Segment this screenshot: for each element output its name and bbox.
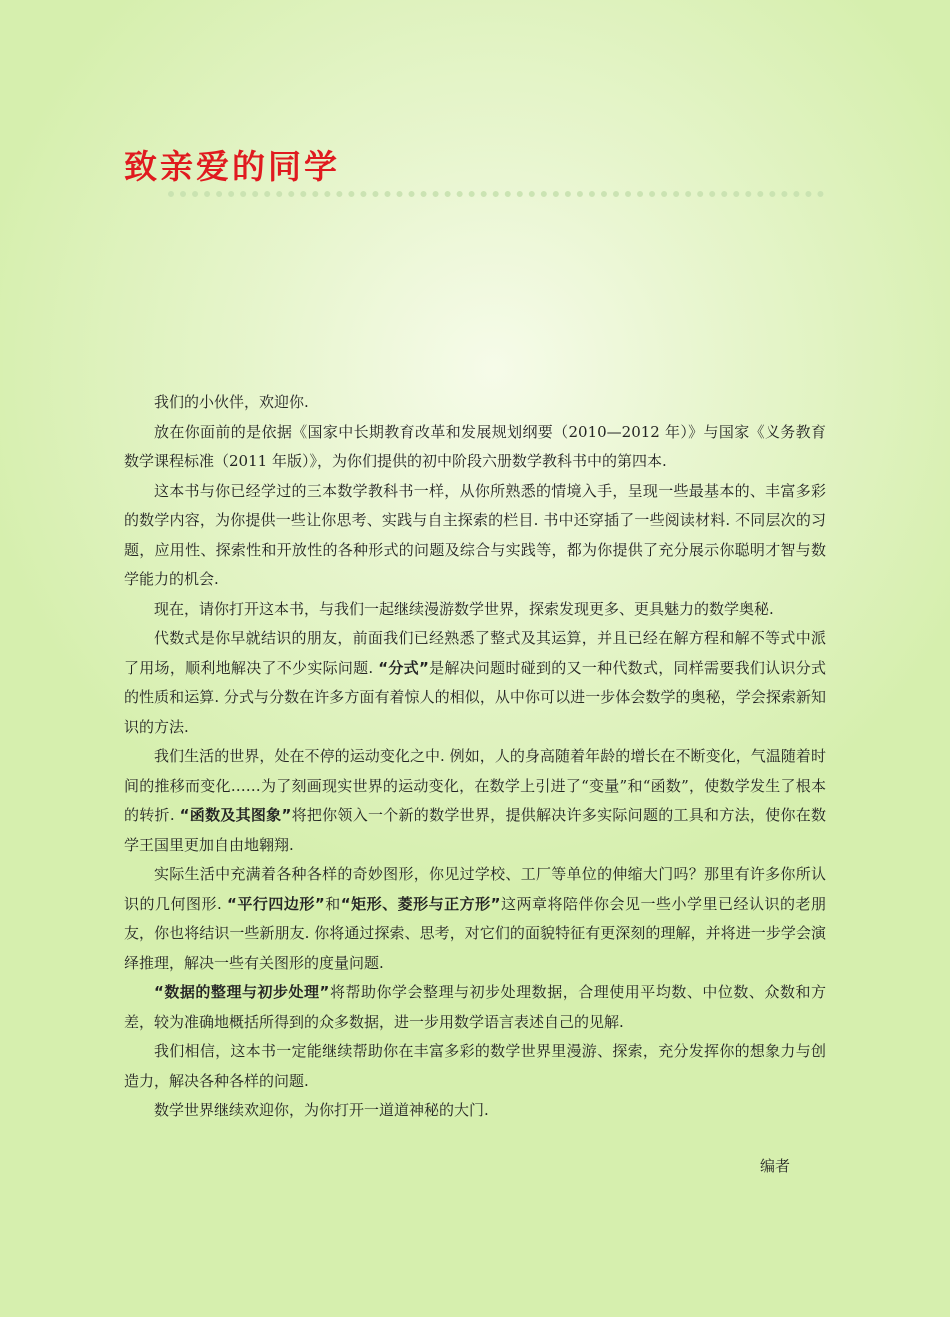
paragraph-data [124, 978, 826, 1037]
fractions-text-2: 是解决问题时碰到的又一种代数式，同样需要我们认识分式的性质和运算. 分式与分数在许多方面有着惊人的相似，从中你可以进一步体会数学的奥秘，学会探索新知识的方法. [124, 658, 826, 736]
chapter-name-parallelogram: “平行四边形” [227, 894, 325, 913]
fractions-text-1: 代数式是你早就结识的朋友，前面我们已经熟悉了整式及其运算，并且已经在解方程和解不等式中派了用场，顺利地解决了不少实际问题. [124, 629, 826, 677]
paragraph-geometry [124, 860, 826, 978]
page-title: 致亲爱的同学 [124, 147, 340, 186]
paragraph-book-overview: 这本书与你已经学过的三本数学教科书一样，从你所熟悉的情境入手，呈现一些最基本的、丰富多彩的数学内容，为你提供一些让你思考、实践与自主探索的栏目. 书中还穿插了一些阅读材料. 不同层次的习题，应用性、探索性和开放性的各种形式的问题及综合与实践等，都为你提供了充分展示你聪明才智与数学能力的机会. [124, 481, 826, 588]
chapter-name-rectangles: “矩形、菱形与正方形” [340, 894, 501, 913]
chapter-name-data: “数据的整理与初步处理” [154, 983, 330, 1001]
paragraph-closing: 数学世界继续欢迎你，为你打开一道道神秘的大门. [154, 1101, 489, 1119]
paragraph-fractions [124, 624, 826, 742]
paragraph-functions [124, 742, 826, 860]
functions-text-1: 我们生活的世界，处在不停的运动变化之中. 例如，人的身高随着年龄的增长在不断变化，气温随着时间的推移而变化……为了刻画现实世界的运动变化，在数学上引进了“变量”和“函数”，使数学发生了根本的转折. [124, 747, 826, 824]
geometry-text-3: 这两章将陪伴你会见一些小学里已经认识的老朋友，你也将结识一些新朋友. 你将通过探索、思考，对它们的面貌特征有更深刻的理解，并将进一步学会演绎推理，解决一些有关图形的度量问题. [124, 894, 826, 972]
geometry-text-1: 实际生活中充满着各种各样的奇妙图形，你见过学校、工厂等单位的伸缩大门吗？那里有许多你所认识的几何图形. [124, 865, 826, 913]
paragraph-greeting: 我们的小伙伴，欢迎你. [154, 393, 309, 411]
paragraph-intro: 放在你面前的是依据《国家中长期教育改革和发展规划纲要（2010—2012 年）》与国家《义务教育数学课程标准（2011 年版）》，为你们提供的初中阶段六册数学教科书中的第四本. [124, 422, 826, 470]
chapter-name-fractions: “分式” [378, 658, 429, 677]
chapter-name-functions: “函数及其图象” [179, 806, 292, 824]
geometry-text-2: 和 [324, 894, 341, 913]
functions-text-2: 将把你领入一个新的数学世界，提供解决许多实际问题的工具和方法，使你在数学王国里更加自由地翱翔. [124, 806, 826, 854]
paragraph-belief: 我们相信，这本书一定能继续帮助你在丰富多彩的数学世界里漫游、探索，充分发挥你的想象力与创造力，解决各种各样的问题. [124, 1042, 826, 1090]
paragraph-invitation: 现在，请你打开这本书，与我们一起继续漫游数学世界，探索发现更多、更具魅力的数学奥秘. [154, 599, 774, 618]
signature: 编者 [759, 1157, 790, 1175]
title-decorative-rule [168, 191, 824, 203]
data-text: 将帮助你学会整理与初步处理数据，合理使用平均数、中位数、众数和方差，较为准确地概括所得到的众多数据，进一步用数学语言表述自己的见解. [124, 983, 826, 1031]
letter-body [124, 388, 826, 1126]
